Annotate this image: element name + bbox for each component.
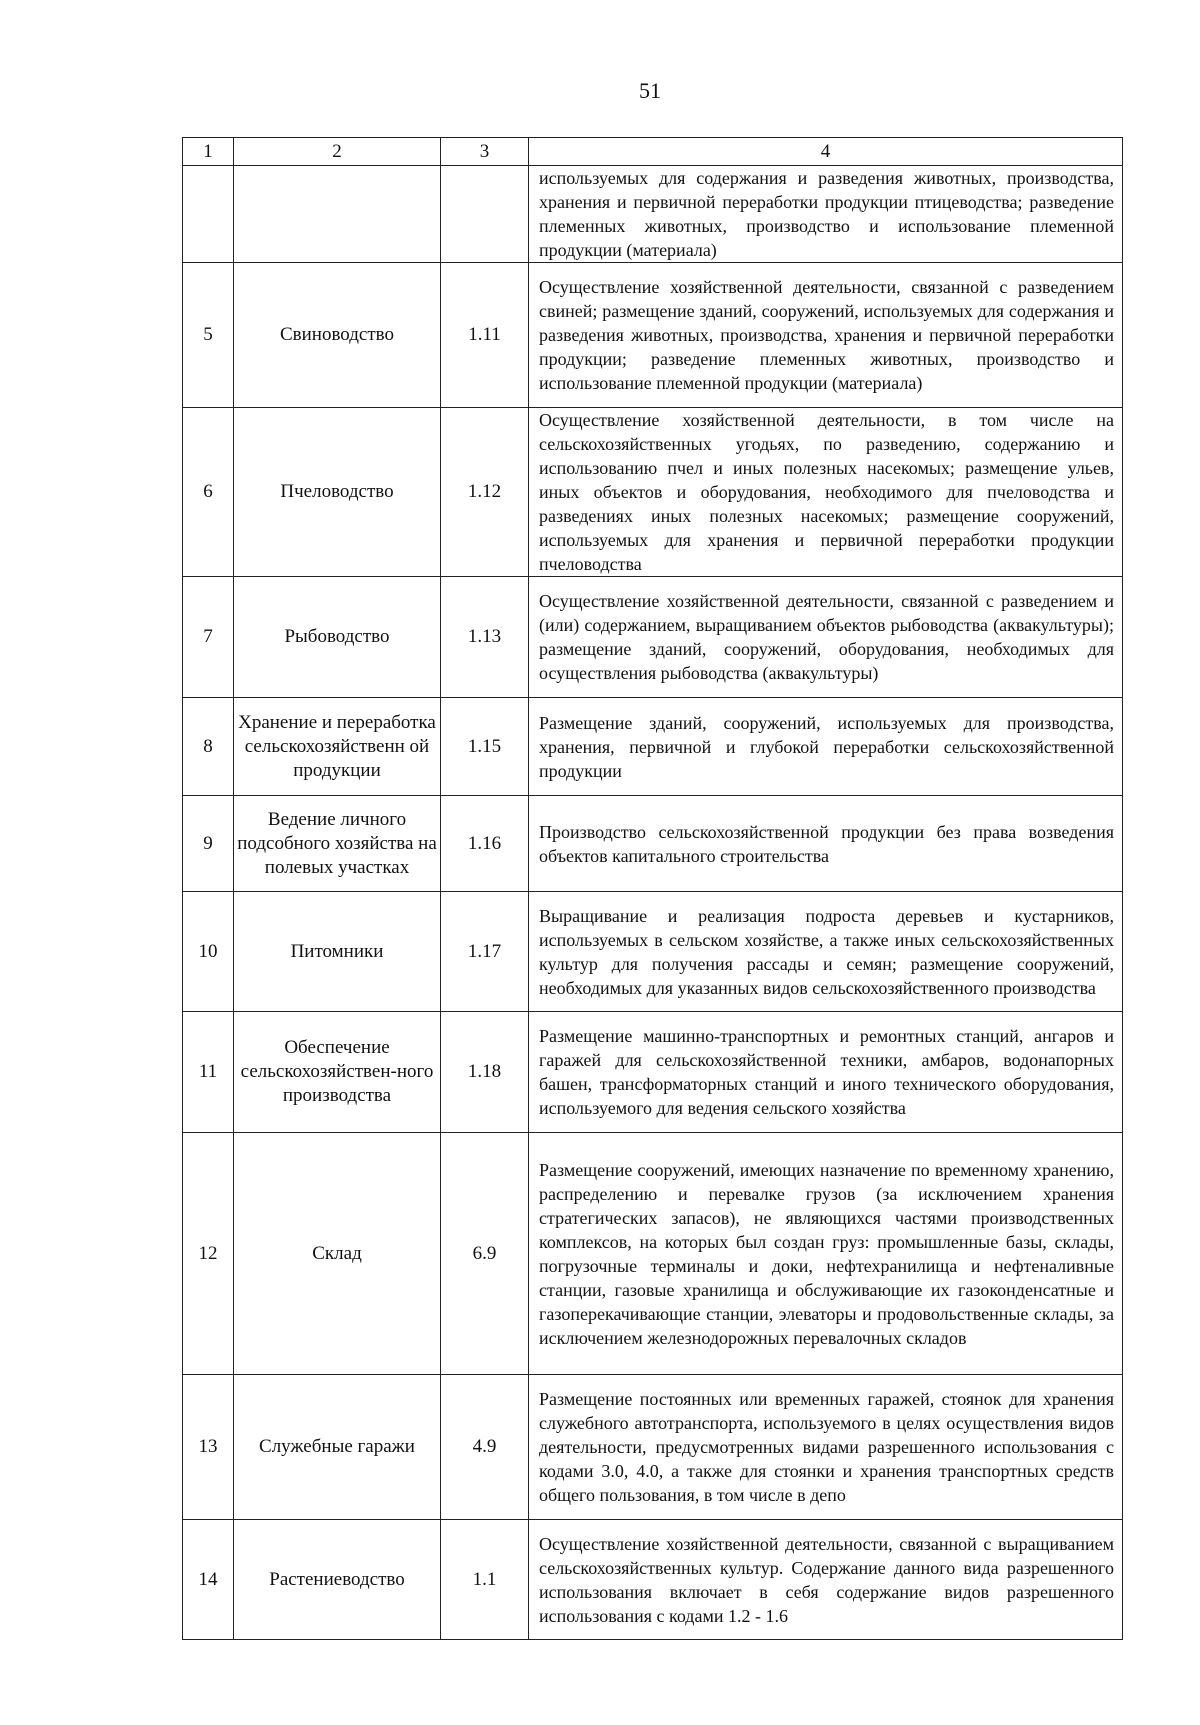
table-row <box>183 263 1123 408</box>
table-row <box>183 408 1123 577</box>
row-number: 10 <box>183 892 234 1012</box>
row-name: Растениеводство <box>234 1520 441 1640</box>
row-code: 1.13 <box>441 577 529 698</box>
row-description: Размещение машинно-транспортных и ремонтных станций, ангаров и гаражей для сельскохозяйственной техники, амбаров, водонапорных башен, трансформаторных станций и иного технического оборудования, используемого для ведения сельского хозяйства <box>529 1012 1123 1133</box>
row-code: 1.18 <box>441 1012 529 1133</box>
row-number <box>183 166 234 263</box>
row-name: Склад <box>234 1133 441 1375</box>
row-name: Хранение и переработка сельскохозяйственн ой продукции <box>234 698 441 796</box>
row-name: Рыбоводство <box>234 577 441 698</box>
row-name: Питомники <box>234 892 441 1012</box>
row-description: Размещение постоянных или временных гаражей, стоянок для хранения служебного автотранспорта, используемого в целях осуществления видов деятельности, предусмотренных видами разрешенного использования с кодами 3.0, 4.0, а также для стоянки и хранения транспортных средств общего пользования, в том числе в депо <box>529 1375 1123 1520</box>
row-description: Размещение сооружений, имеющих назначение по временному хранению, распределению и перевалке грузов (за исключением хранения стратегических запасов), не являющихся частями производственных комплексов, на которых был создан груз: промышленные базы, склады, погрузочные терминалы и доки, нефтехранилища и нефтеналивные станции, газовые хранилища и обслуживающие их газоконденсатные и газоперекачивающие станции, элеваторы и продовольственные склады, за исключением железнодорожных перевалочных складов <box>529 1133 1123 1375</box>
row-description: Осуществление хозяйственной деятельности, связанной с выращиванием сельскохозяйственных культур. Содержание данного вида разрешенного использования включает в себя содержание видов разрешенного использования с кодами 1.2 - 1.6 <box>529 1520 1123 1640</box>
row-description: Осуществление хозяйственной деятельности, связанной с разведением и (или) содержанием, выращиванием объектов рыбоводства (аквакультуры); размещение зданий, сооружений, оборудования, необходимых для осуществления рыбоводства (аквакультуры) <box>529 577 1123 698</box>
row-description: Размещение зданий, сооружений, используемых для производства, хранения, первичной и глубокой переработки сельскохозяйственной продукции <box>529 698 1123 796</box>
table-row <box>183 166 1123 263</box>
header-col-4: 4 <box>529 138 1123 166</box>
row-number: 11 <box>183 1012 234 1133</box>
row-number: 8 <box>183 698 234 796</box>
row-name: Свиноводство <box>234 263 441 408</box>
header-col-2: 2 <box>234 138 441 166</box>
row-code: 1.1 <box>441 1520 529 1640</box>
row-number: 12 <box>183 1133 234 1375</box>
row-number: 14 <box>183 1520 234 1640</box>
table-row <box>183 698 1123 796</box>
row-number: 6 <box>183 408 234 577</box>
row-description: Выращивание и реализация подроста деревьев и кустарников, используемых в сельском хозяйстве, а также иных сельскохозяйственных культур для получения рассады и семян; размещение сооружений, необходимых для указанных видов сельскохозяйственного производства <box>529 892 1123 1012</box>
table-row <box>183 577 1123 698</box>
header-col-1: 1 <box>183 138 234 166</box>
row-code: 1.15 <box>441 698 529 796</box>
row-name: Ведение личного подсобного хозяйства на полевых участках <box>234 796 441 892</box>
header-col-3: 3 <box>441 138 529 166</box>
row-name <box>234 166 441 263</box>
row-code: 1.11 <box>441 263 529 408</box>
row-code: 6.9 <box>441 1133 529 1375</box>
row-code <box>441 166 529 263</box>
table-row <box>183 1133 1123 1375</box>
row-name: Служебные гаражи <box>234 1375 441 1520</box>
row-description: используемых для содержания и разведения животных, производства, хранения и первичной переработки продукции птицеводства; разведение племенных животных, производство и использование племенной продукции (материала) <box>529 166 1123 263</box>
table-row <box>183 1375 1123 1520</box>
row-code: 4.9 <box>441 1375 529 1520</box>
table-row <box>183 892 1123 1012</box>
row-name: Пчеловодство <box>234 408 441 577</box>
row-description: Осуществление хозяйственной деятельности, в том числе на сельскохозяйственных угодьях, по разведению, содержанию и использованию пчел и иных полезных насекомых; размещение ульев, иных объектов и оборудования, необходимого для пчеловодства и разведениях иных полезных насекомых; размещение сооружений, используемых для хранения и первичной переработки продукции пчеловодства <box>529 408 1123 577</box>
row-code: 1.16 <box>441 796 529 892</box>
row-number: 9 <box>183 796 234 892</box>
row-description: Производство сельскохозяйственной продукции без права возведения объектов капитального строительства <box>529 796 1123 892</box>
row-number: 7 <box>183 577 234 698</box>
row-code: 1.12 <box>441 408 529 577</box>
row-code: 1.17 <box>441 892 529 1012</box>
row-number: 5 <box>183 263 234 408</box>
header-row <box>183 138 1123 166</box>
row-description: Осуществление хозяйственной деятельности, связанной с разведением свиней; размещение зданий, сооружений, используемых для содержания и разведения животных, производства, хранения и первичной переработки продукции; разведение племенных животных, производство и использование племенной продукции (материала) <box>529 263 1123 408</box>
land-use-table <box>182 137 1123 1640</box>
row-number: 13 <box>183 1375 234 1520</box>
table-row <box>183 1012 1123 1133</box>
table-row <box>183 1520 1123 1640</box>
row-name: Обеспечение сельскохозяйствен-ного производства <box>234 1012 441 1133</box>
table-row <box>183 796 1123 892</box>
page-number: 51 <box>639 78 661 103</box>
